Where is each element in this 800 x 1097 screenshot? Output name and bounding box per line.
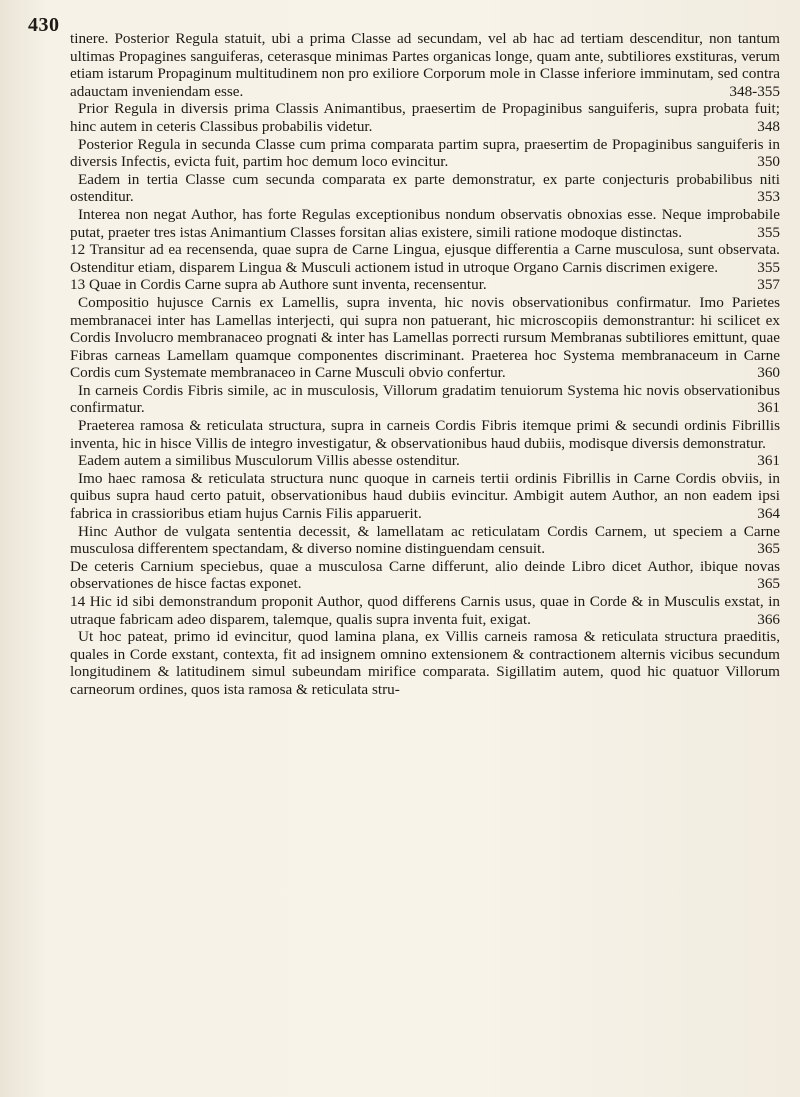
paragraph — [70, 100, 780, 135]
paragraph-text: De ceteris Carnium speciebus, quae a musculosa Carne differunt, alio deinde Libro dicet Author, ibique novas observationes de hisce factas exponet. — [70, 557, 780, 593]
paragraph-text: Eadem autem a similibus Musculorum Villis abesse ostenditur. — [78, 452, 460, 470]
page-reference: 350 — [757, 153, 780, 171]
paragraph — [70, 593, 780, 628]
page-body — [70, 30, 780, 699]
page-reference: 361 — [757, 399, 780, 417]
page-reference: 366 — [757, 610, 780, 628]
page-reference: 348-355 — [729, 82, 780, 100]
paragraph — [70, 241, 780, 276]
page-reference: 353 — [757, 188, 780, 206]
paragraph — [70, 276, 780, 294]
paragraph-text: Posterior Regula in secunda Classe cum prima comparata partim supra, praesertim de Propaginibus sanguiferis in diversis Infectis, evicta fuit, partim hoc demum loco evincitur. — [70, 135, 780, 171]
paragraph — [70, 171, 780, 206]
paragraph-text: Quae in Cordis Carne supra ab Authore sunt inventa, recensentur. — [88, 276, 487, 294]
paragraph — [70, 30, 780, 100]
paragraph — [70, 470, 780, 523]
page-reference: 355 — [757, 223, 780, 241]
page-reference: 357 — [757, 276, 780, 294]
paragraph — [70, 452, 780, 470]
paragraph-text: Hinc Author de vulgata sententia decessit, & lamellatam ac reticulatam Cordis Carnem, ut speciem a Carne musculosa differentem spectandam, & diverso nomine distinguendam censuit. — [70, 522, 780, 558]
paragraph-text: Eadem in tertia Classe cum secunda comparata ex parte demonstratur, ex parte conjecturis probabilibus niti ostenditur. — [70, 170, 780, 206]
paragraph-text: Prior Regula in diversis prima Classis Animantibus, praesertim de Propaginibus sanguiferis, supra probata fuit; hinc autem in ceteris Classibus probabilis videtur. — [70, 100, 780, 135]
paragraph-text: Praeterea ramosa & reticulata structura, supra in carneis Cordis Fibris itemque primi & secundi ordinis Fibrillis inventa, hic in hisce Villis de integro investigatur, & observationibus haud dubiis, modisque diversis demonstratur. — [70, 417, 780, 452]
paragraph — [70, 294, 780, 382]
section-number: 14 — [70, 593, 86, 610]
paragraph-text: Transitur ad ea recensenda, quae supra de Carne Lingua, ejusque differentia a Carne musculosa, sunt observata. Ostenditur etiam, disparem Lingua & Musculi actionem istud in utroque Organo Carnis discrimen exigere. — [70, 241, 780, 276]
page-reference: 365 — [757, 575, 780, 593]
paragraph — [70, 558, 780, 593]
page-reference: 365 — [757, 540, 780, 558]
paragraph-text: tinere. Posterior Regula statuit, ubi a prima Classe ad secundam, vel ab hac ad tertiam descenditur, non tantum ultimas Propagines sanguiferas, ceterasque minimas Partes organicas longe, quam ante, subtiliores exstituras, verum etiam istarum Propaginum multitudinem non pro exiliore Corporum mole in Classe inferiore imminutam, sed contra adauctam inveniendam esse. — [70, 30, 780, 100]
page-reference: 355 — [757, 258, 780, 276]
paragraph-text: Hic id sibi demonstrandum proponit Author, quod differens Carnis usus, quae in Corde & in Musculis exstat, in utraque fabricam adeo disparem, talemque, qualis supra inventa fuit, exigat. — [70, 593, 781, 628]
page-reference: 348 — [757, 117, 780, 135]
page-reference: 361 — [757, 452, 780, 470]
paragraph-text: Imo haec ramosa & reticulata structura nunc quoque in carneis tertii ordinis Fibrillis in Carne Cordis obviis, in quibus supra haud certo patuit, observationibus haud dubiis evincitur. Ambigit autem Author, an non eadem ipsi fabrica in crassioribus etiam hujus Carnis Filis apparuerit. — [70, 469, 780, 523]
paragraph — [70, 206, 780, 241]
paragraph-text: Interea non negat Author, has forte Regulas exceptionibus nondum observatis obnoxias esse. Neque improbabile putat, praeter tres istas Animantium Classes forsitan alias existere, simili ratione modoque distinctas. — [70, 205, 780, 241]
paragraph — [70, 417, 780, 452]
page-number: 430 — [28, 14, 60, 36]
page-reference: 364 — [757, 505, 780, 523]
paragraph — [70, 628, 780, 698]
paragraph — [70, 523, 780, 558]
paragraph-text: Ut hoc pateat, primo id evincitur, quod lamina plana, ex Villis carneis ramosa & reticulata structura praeditis, quales in Corde exstant, contexta, fit ad insignem omnino extensionem & contractionem alternis vicibus secundum longitudinem & latitudinem simul subeundam mirifice comparata. Sigillatim autem, quod hic quatuor Villorum carneorum ordines, quos ista ramosa & reticulata stru- — [70, 628, 780, 698]
paragraph — [70, 382, 780, 417]
paragraph-text: In carneis Cordis Fibris simile, ac in musculosis, Villorum gradatim tenuiorum Systema hic novis observationibus confirmatur. — [70, 381, 780, 417]
paragraph — [70, 136, 780, 171]
page-reference: 360 — [757, 364, 780, 382]
section-number: 13 — [70, 276, 86, 294]
paragraph-text: Compositio hujusce Carnis ex Lamellis, supra inventa, hic novis observationibus confirmatur. Imo Parietes membranacei inter has Lamellas interjecti, qui supra non patuerant, hic microscopiis demonstrantur: hi scilicet ex Cordis Involucro membranaceo prognati & inter has Lamellas porrecti rursum Membranas subtiliores emittunt, quae Fibras carneas Lamellam quamque componentes discriminant. Praeterea hoc Systema membranaceum in Carne Cordis cum Systemate membranaceo in Carne Musculi obvio confertur. — [70, 293, 780, 382]
section-number: 12 — [70, 241, 86, 259]
